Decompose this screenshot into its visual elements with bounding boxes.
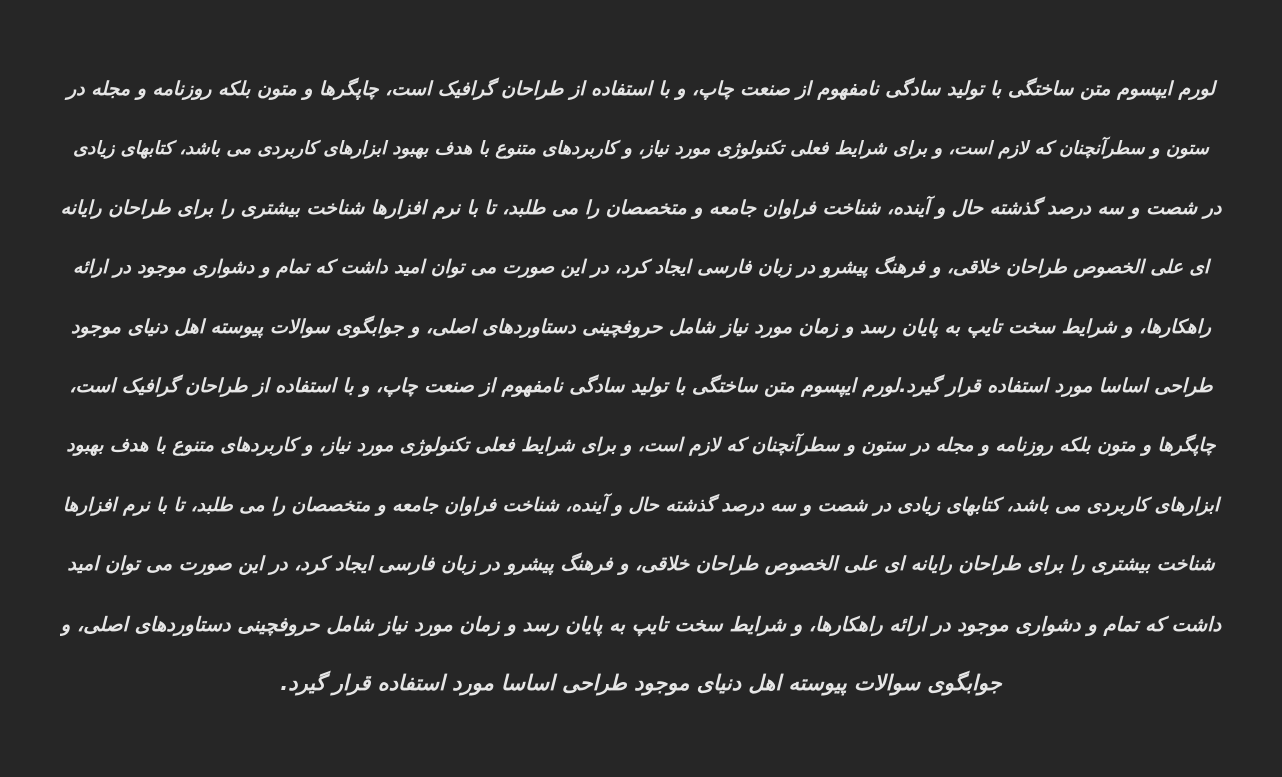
- paragraph-line: جوابگوی سوالات پیوسته اهل دنیای موجود طراحی اساسا مورد استفاده قرار گیرد.: [280, 670, 1002, 695]
- paragraph-line: در شصت و سه درصد گذشته حال و آینده، شناخت فراوان جامعه و متخصصان را می طلبد، تا با نرم افزارها شناخت بیشتری را برای طراحان رایانه: [60, 196, 1222, 219]
- paragraph-line: طراحی اساسا مورد استفاده قرار گیرد.لورم ایپسوم متن ساختگی با تولید سادگی نامفهوم از صنعت چاپ، و با استفاده از طراحان گرافیک است،: [69, 374, 1213, 397]
- paragraph-line: ای علی الخصوص طراحان خلاقی، و فرهنگ پیشرو در زبان فارسی ایجاد کرد، در این صورت می توان امید داشت که تمام و دشواری موجود در ارائه: [72, 257, 1210, 279]
- lorem-ipsum-paragraph: [60, 60, 1222, 713]
- paragraph-line: ابزارهای کاربردی می باشد، کتابهای زیادی در شصت و سه درصد گذشته حال و آینده، شناخت فراوان جامعه و متخصصان را می طلبد، تا با نرم افزارها: [62, 494, 1220, 516]
- paragraph-line: چاپگرها و متون بلکه روزنامه و مجله در ستون و سطرآنچنان که لازم است، و برای شرایط فعلی تکنولوژی مورد نیاز، و کاربردهای متنوع با هدف بهبود: [66, 435, 1216, 457]
- paragraph-line: راهکارها، و شرایط سخت تایپ به پایان رسد و زمان مورد نیاز شامل حروفچینی دستاوردهای اصلی، و جوابگوی سوالات پیوسته اهل دنیای موجود: [70, 315, 1212, 338]
- paragraph-line: شناخت بیشتری را برای طراحان رایانه ای علی الخصوص طراحان خلاقی، و فرهنگ پیشرو در زبان فارسی ایجاد کرد، در این صورت می توان امید: [67, 553, 1215, 576]
- paragraph-line: داشت که تمام و دشواری موجود در ارائه راهکارها، و شرایط سخت تایپ به پایان رسد و زمان مورد نیاز شامل حروفچینی دستاوردهای اصلی، و: [60, 612, 1222, 636]
- paragraph-line: لورم ایپسوم متن ساختگی با تولید سادگی نامفهوم از صنعت چاپ، و با استفاده از طراحان گرافیک است، چاپگرها و متون بلکه روزنامه و مجله در: [66, 78, 1216, 100]
- paragraph-line: ستون و سطرآنچنان که لازم است، و برای شرایط فعلی تکنولوژی مورد نیاز، و کاربردهای متنوع با هدف بهبود ابزارهای کاربردی می باشد، کتابهای زیادی: [73, 138, 1209, 160]
